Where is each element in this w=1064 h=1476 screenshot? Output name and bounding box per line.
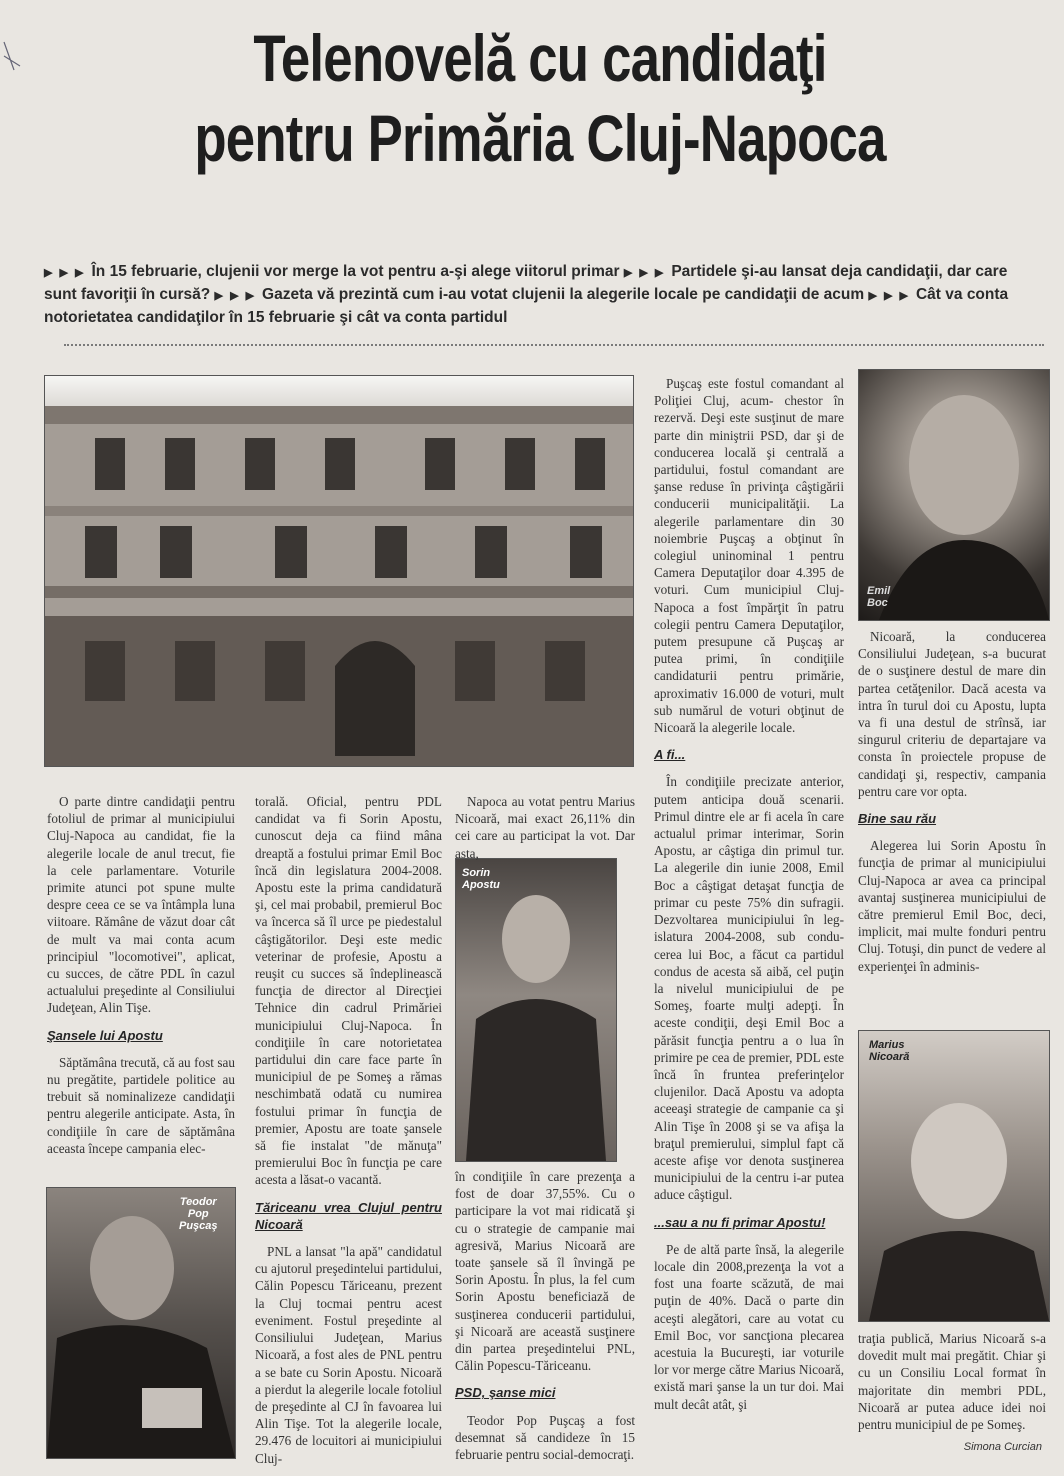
paragraph: traţia publică, Marius Nicoară s-a dovedit mult mai pregătit. Chiar şi cu un Consiliu Local format în majoritate din membri PDL, Nicoară ar putea aduce idei noi pentru municipiul de pe Someş.	[858, 1331, 1046, 1433]
author-byline: Simona Curcian	[963, 1441, 1042, 1453]
lead-part: Cât va conta notorietatea candidaţilor în 15 februarie şi cât va conta partidul	[44, 286, 1009, 326]
marius-nicoara-photo	[858, 1030, 1050, 1322]
column-4	[654, 375, 844, 1422]
column-2	[255, 793, 442, 1476]
arrow-bullet-icon: ▶ ▶ ▶	[44, 267, 86, 279]
lead-part: Gazeta vă prezintă cum i-au votat clujenii la alegerile locale pe candidaţii de acum	[262, 286, 865, 303]
subheading: A fi...	[654, 747, 686, 763]
paragraph: Puşcaş este fostul comandant al Poliţiei Cluj, acum- chestor în rezervă. Deşi este susţinut de mare parte din miniştrii PSD, dar şi de conducerea locală şi centrală a partidului, fostul comandant are şanse reduse în privinţa câştigării conducerii municipalităţii. La alegerile parlamentare din 30 noiembrie Puşcaş a obţinut în colegiul uninominal 1 pentru Camera Deputaţilor doar 4.395 de voturi. Cum municipiul Cluj-Napoca a fost împărţit în patru colegii pentru Camera Deputaţilor, putem presupune că Puşcaş ar putea primi, în condiţiile candidaturii pentru primărie, aproximativ 16.000 de voturi, mult sub numărul de voturi obţinut de Nicoară la alegerile locale.	[654, 376, 844, 736]
portrait-silhouette	[859, 370, 1049, 620]
paragraph: În condiţiile precizate anterior, putem anticipa două scenarii. Primul dintre ele ar fi acela în care actualul primar interimar, Sorin Apostu, ar câştiga din primul tur. La alegerile din iunie 2008, Emil Boc a câştigat detaşat funcţia de primar cu peste 75% din sufragii. Dezvoltarea municipiului în leg-islatura 2004-2008, sub condu-cerea lui Boc, a făcut ca partidul condus de acesta să aibă, cel puţin la nivelul municipiului de pe Someş, foarte mulţi adepţi. În aceste condiţii, deşi Emil Boc a părăsit funcţia pentru a o lua în primire pe cea de premier, PDL este încă în fruntea preferinţelor clujenilor. Dacă Apostu va adopta aceeaşi strategie de campanie ca şi Alin Tişe în 2008 şi se va afişa la braţul premierului, simplul fapt că aceste afişe vor denota susţinerea municipiului de la centru i-ar putea aduce câştigul.	[654, 774, 844, 1203]
paragraph: în condiţiile în care prezenţa a fost de doar 37,55%. Cu o participare la vot mai ridicată şi cu o strategie de campanie mai agresivă, Marius Nicoară are toate şansele să îl învingă pe Sorin Apostu. În plus, la fel cum Sorin Apostu beneficiază de susţinerea conducerii partidului, şi Nicoară are această susţinere din partea preşedintelui PNL, Călin Popescu-Tăriceanu.	[455, 1169, 635, 1374]
headline-line-1: Telenovelă cu candidaţi	[253, 21, 827, 95]
subheading: ...sau a nu fi primar Apostu!	[654, 1214, 826, 1230]
caption-teodor-pop-puscas: Teodor Pop Puşcaş	[179, 1196, 218, 1232]
portrait-silhouette	[456, 859, 616, 1161]
column-5-lower	[858, 1330, 1046, 1442]
sorin-apostu-photo	[455, 858, 617, 1162]
portrait-silhouette	[859, 1031, 1049, 1321]
column-1	[47, 793, 235, 1166]
arrow-bullet-icon: ▶ ▶ ▶	[868, 290, 910, 302]
caption-marius-nicoara: Marius Nicoară	[869, 1039, 910, 1063]
arrow-bullet-icon: ▶ ▶ ▶	[623, 267, 666, 279]
paragraph: O parte dintre candidaţii pentru fotoliul de primar al municipiului Cluj-Napoca au candidat, fie la alegerile locale de anul trecut, fie la cele parlamentare. Voturile primite atunci pot spune multe despre ceea ce se va întâmpla luna viitoare. Rămâne de văzut doar cât de mult va mai conta acum principiul "locomotivei", aplicat, cu succes, de către PDL în cazul actualului preşedinte al Consiliului Judeţean, Alin Tişe.	[47, 794, 235, 1016]
headline	[156, 18, 924, 178]
lead-part: În 15 februarie, clujenii vor merge la vot pentru a-şi alege viitorul primar	[91, 263, 620, 280]
caption-sorin-apostu: Sorin Apostu	[462, 867, 500, 891]
paragraph: torală. Oficial, pentru PDL candidat va fi Sorin Apostu, cunoscut deja ca fiind mâna dreaptă a fostului primar Emil Boc încă din legislatura 2004-2008. Apostu este la prima candidatură şi, cel mai probabil, premierul Boc va încerca să îl urce pe piedestalul câştigătorilor. Deşi este medic veterinar de profesie, Apostu a reuşit cu succes să îndeplinească funcţia de director al Direcţiei Tehnice din cadrul Primăriei municipiului Cluj-Napoca. În condiţiile în care notorietatea partidului din care face parte în municipiul de pe Someş a rămas neschimbată odată cu numirea fostului primar în funcţia de premier, Apostu are toate şansele să fie instalat "de mănuţa" premierului Boc în funcţia pe care acesta a lăsat-o vacantă.	[255, 794, 442, 1188]
subheading: PSD, şanse mici	[455, 1385, 556, 1401]
emil-boc-photo	[858, 369, 1050, 621]
city-hall-photo	[44, 375, 634, 767]
paragraph: Teodor Pop Puşcaş a fost desemnat să candideze în 15 februarie pentru social-democraţi.	[455, 1412, 635, 1463]
column-3-lower	[455, 1168, 635, 1472]
divider	[64, 344, 1044, 346]
column-3	[455, 793, 635, 871]
paragraph: Nicoară, la conducerea Consiliului Judeţean, s-a bucurat de o susţinere destul de mare din partea cetăţenilor. Dacă acesta va intra în turul doi cu Apostu, lupta va fi una destul de strînsă, iar singurul criteriu de departajare va consta în proiectele propuse de candidaţi şi, respectiv, campania pentru care vor opta.	[858, 629, 1046, 799]
headline-line-2: pentru Primăria Cluj-Napoca	[194, 101, 886, 175]
lead-part: Partidele şi-au lansat deja candidaţii, dar care sunt favoriţii în cursă?	[44, 263, 1008, 303]
subheading: Tăriceanu vrea Clujul pentru Nicoară	[255, 1199, 442, 1232]
paragraph: Napoca au votat pentru Marius Nicoară, mai exact 26,11% din cei care au participat la vot. Dar asta,	[455, 794, 635, 861]
paragraph: Alegerea lui Sorin Apostu în funcţia de primar al municipiului Cluj-Napoca ar avea ca principal avantaj susţinerea municipiului de către premierul Emil Boc, deci, implicit, mai multe fonduri pentru Cluj. Totuşi, din punct de vedere al experienţei în adminis-	[858, 838, 1046, 974]
subheading: Bine sau rău	[858, 811, 937, 827]
subheading: Şansele lui Apostu	[47, 1027, 163, 1043]
building-illustration	[45, 376, 633, 766]
lead-summary	[44, 261, 1034, 329]
paragraph: PNL a lansat "la apă" candidatul cu ajutorul preşedintelui partidului, Călin Popescu Tăriceanu, prezent la Cluj tocmai pentru acest eveniment. Fostul preşedinte al Consiliului Judeţean, Marius Nicoară, a fost ales de PNL pentru a se bate cu Sorin Apostu. Nicoară a pierdut la alegerile locale fotoliul de preşedinte al CJ în favoarea lui Alin Tişe. Tot la alegerile locale, 29.476 de locuitori ai municipiului Cluj-	[255, 1244, 442, 1466]
pen-mark	[0, 36, 24, 76]
paragraph: Pe de altă parte însă, la alegerile locale din 2008,prezenţa la vot a fost una foarte scăzută, de mai puţin de 40%. Dacă o parte din aceşti alegători, care au votat cu Emil Boc, vor sancţiona plecarea acestuia la Bucureşti, iar voturile lor vor merge către Marius Nicoară, există mari şanse la un tur doi. Mai mult decât atât, şi	[654, 1241, 844, 1412]
paragraph: Săptămâna trecută, că au fost sau nu pregătite, partidele politice au trebuit să nominalizeze candidaţii pentru alegerile anticipate. Asta, în condiţiile în care de săptămâna aceasta începe campania elec-	[47, 1054, 235, 1156]
column-5	[858, 628, 1046, 984]
arrow-bullet-icon: ▶ ▶ ▶	[214, 290, 257, 302]
teodor-pop-puscas-photo	[46, 1187, 236, 1459]
caption-emil-boc: Emil Boc	[867, 585, 891, 609]
